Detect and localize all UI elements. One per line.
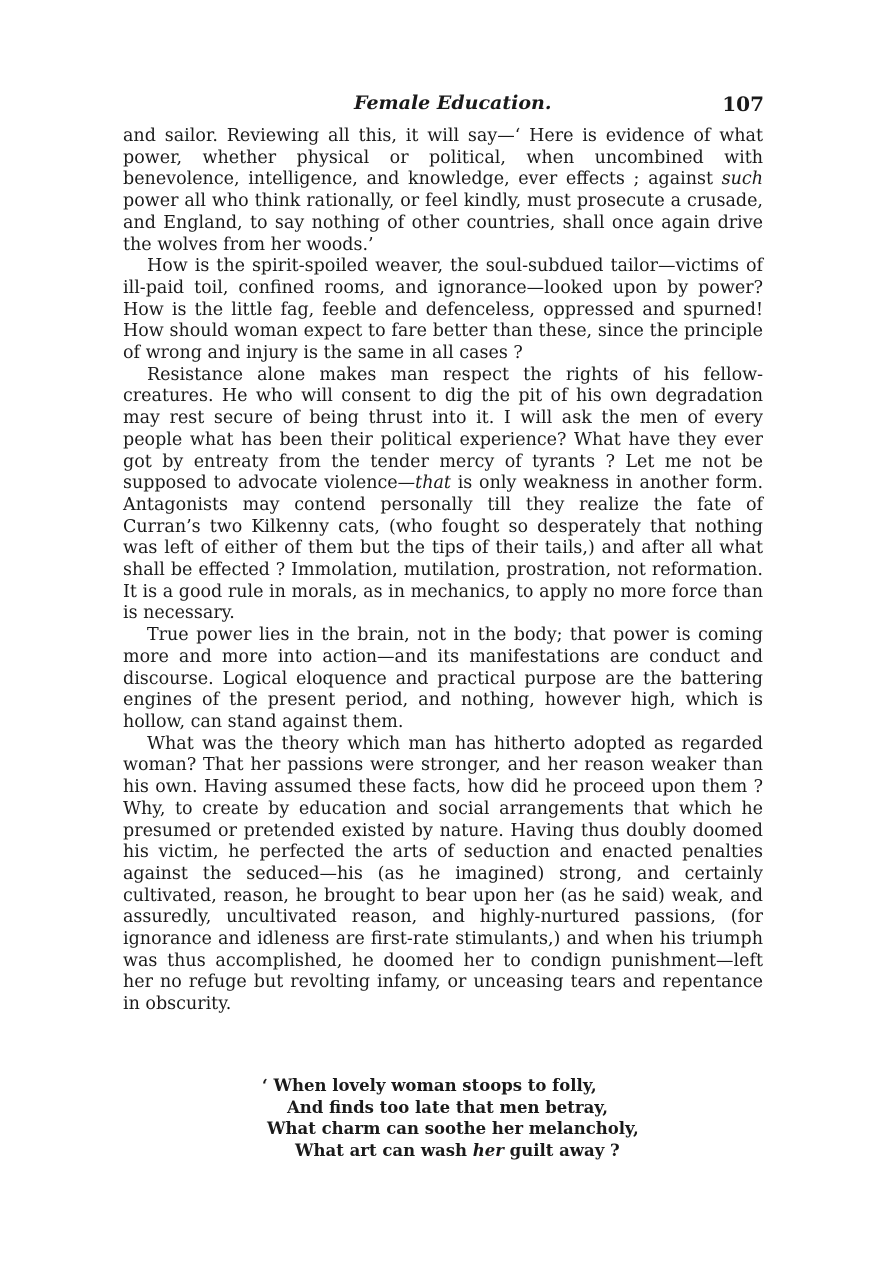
paragraph-text: Resistance alone makes man respect the rights of his fellow-creatures. He who will consent to dig the pit of his own degradation may rest secure of being thrust into it. I will ask the men of every people what has been their political experience? What have they ever got by entreaty from the tender mercy of tyrants ? Let me not be supposed to advocate violence— <box>123 364 763 494</box>
page-number: 107 <box>722 92 764 116</box>
paragraph <box>123 625 763 734</box>
paragraph-text: and sailor. Reviewing all this, it will say—‘ Here is evidence of what power, whether physical or political, when uncombined with benevolence, intelligence, and knowledge, ever effects ; against <box>123 126 763 190</box>
body-text <box>123 126 763 1016</box>
verse-quotation <box>262 1075 682 1161</box>
verse-line <box>262 1140 682 1162</box>
verse-line: And finds too late that men betray, <box>287 1097 609 1117</box>
page-header <box>122 92 772 118</box>
emphasis-text: such <box>721 169 763 190</box>
paragraph <box>123 365 763 625</box>
verse-text: What art can wash <box>295 1140 473 1160</box>
paragraph <box>123 126 763 256</box>
verse-line: ‘ When lovely woman stoops to folly, <box>262 1076 597 1095</box>
paragraph-text: How is the spirit-spoiled weaver, the soul-subdued tailor—victims of ill-paid toil, confined rooms, and ignorance—looked upon by power? How is the little fag, feeble and defenceless, oppressed and spurned! How should woman expect to fare better than these, since the principle of wrong and injury is the same in all cases ? <box>123 256 763 364</box>
running-title: Female Education. <box>354 92 552 114</box>
paragraph <box>123 734 763 1016</box>
paragraph <box>123 256 763 365</box>
paragraph-text: power all who think rationally, or feel kindly, must prosecute a crusade, and England, to say nothing of other countries, shall once again drive the wolves from her woods.’ <box>123 191 763 255</box>
verse-emphasis: her <box>472 1140 504 1160</box>
paragraph-text: is only weakness in another form. Antagonists may contend personally till they realize the fate of Curran’s two Kilkenny cats, (who fought so desperately that nothing was left of either of them but the tips of their tails,) and after all what shall be effected ? Immolation, mutilation, prostration, not reformation. It is a good rule in morals, as in mechanics, to apply no more force than is necessary. <box>123 473 764 624</box>
emphasis-text: that <box>415 473 451 494</box>
verse-text: guilt away ? <box>503 1140 620 1160</box>
paragraph-text: What was the theory which man has hitherto adopted as regarded woman? That her passions were stronger, and her reason weaker than his own. Having assumed these facts, how did he proceed upon them ? Why, to create by education and social arrangements that which he presumed or pretended existed by nature. Having thus doubly doomed his victim, he perfected the arts of seduction and enacted penalties against the seduced—his (as he imagined) strong, and certainly cultivated, reason, he brought to bear upon her (as he said) weak, and assuredly, uncultivated reason, and highly-nurtured passions, (for ignorance and idleness are first-rate stimulants,) and when his triumph was thus accomplished, he doomed her to condign punishment—left her no refuge but revolting infamy, or unceasing tears and repentance in obscurity. <box>123 733 763 1015</box>
paragraph-text: True power lies in the brain, not in the body; that power is coming more and more into action—and its manifestations are conduct and discourse. Logical eloquence and practical purpose are the battering engines of the present period, and nothing, however high, which is hollow, can stand against them. <box>123 625 763 732</box>
verse-line: What charm can soothe her melancholy, <box>267 1119 639 1138</box>
